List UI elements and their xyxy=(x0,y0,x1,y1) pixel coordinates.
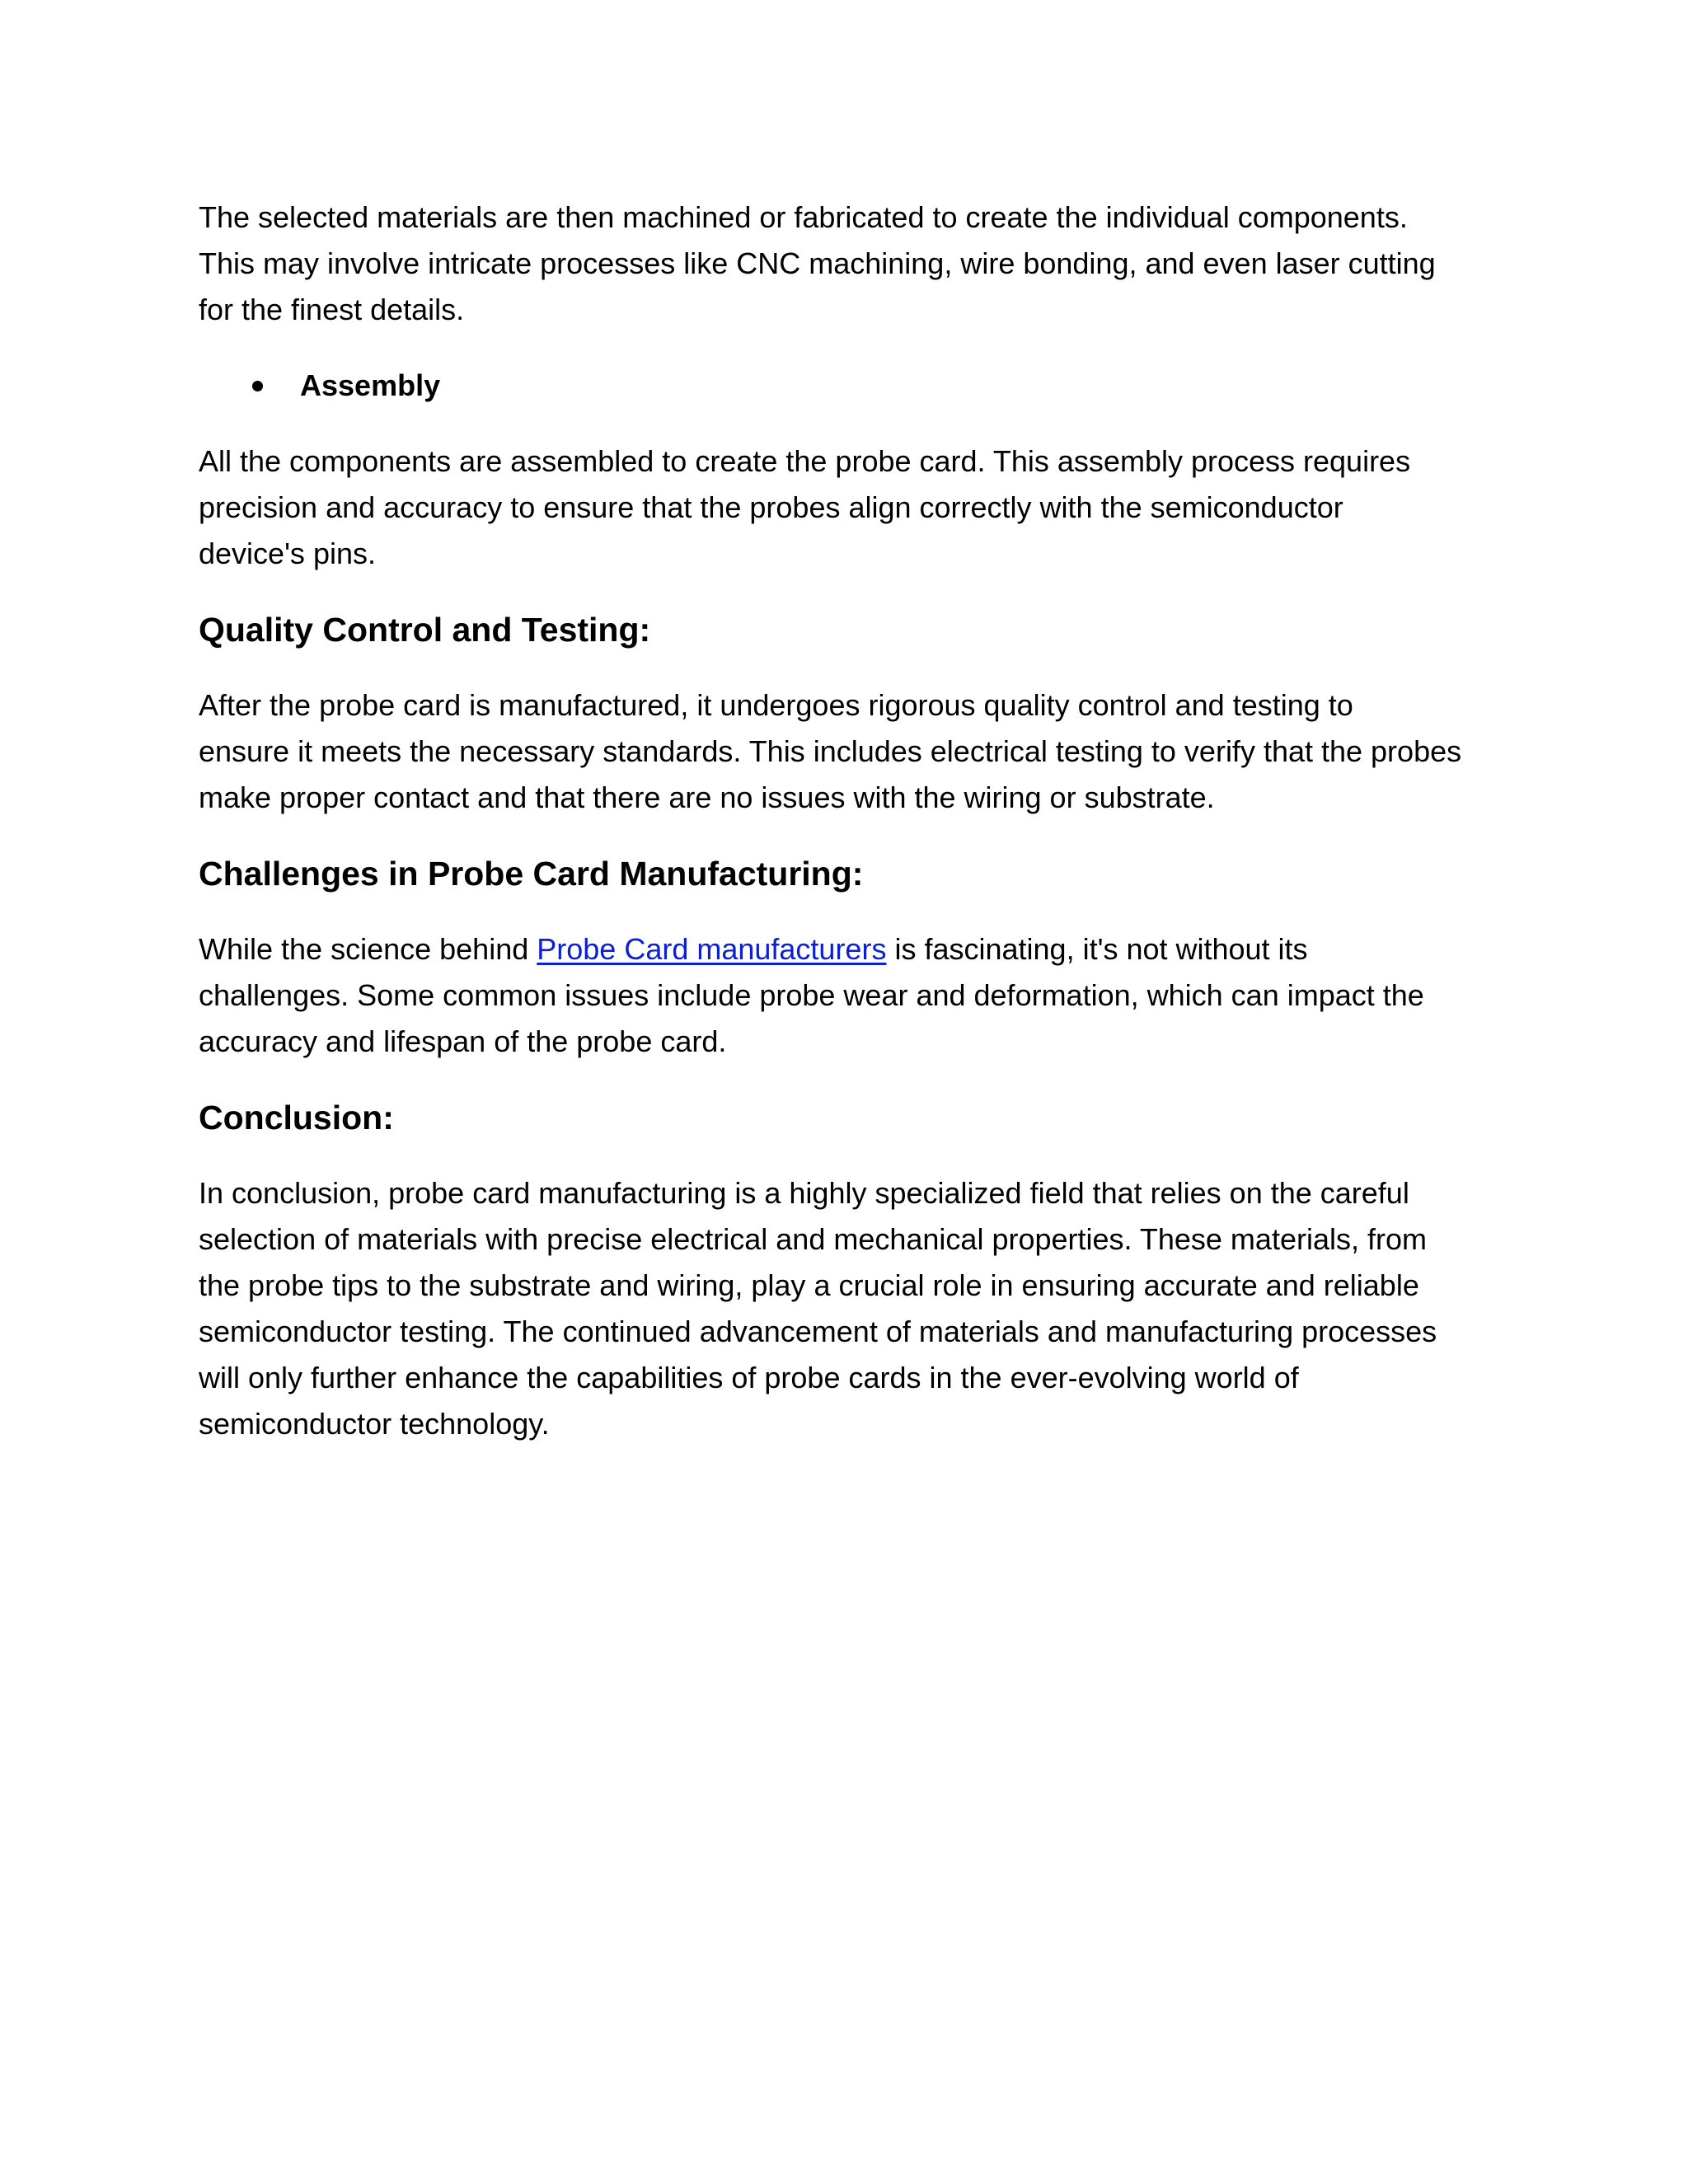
text-line: In conclusion, probe card manufacturing is a highly specialized field that relies on the careful xyxy=(199,1176,1409,1210)
heading-conclusion: Conclusion: xyxy=(199,1099,394,1137)
text-line: semiconductor technology. xyxy=(199,1407,550,1441)
text-line: will only further enhance the capabilities of probe cards in the ever-evolving world of xyxy=(199,1361,1299,1394)
text-line: is fascinating, it's not without its xyxy=(886,932,1308,966)
text-line: All the components are assembled to create the probe card. This assembly process requires xyxy=(199,444,1411,478)
paragraph-quality-control xyxy=(199,682,1501,821)
paragraph-conclusion xyxy=(199,1170,1501,1447)
paragraph-materials-fabrication xyxy=(199,194,1501,333)
bullet-label: Assembly xyxy=(300,368,441,402)
bullet-item-assembly xyxy=(199,363,1501,409)
text-line: ensure it meets the necessary standards. This includes electrical testing to verify that the probes xyxy=(199,734,1462,768)
heading-quality-control: Quality Control and Testing: xyxy=(199,611,651,649)
paragraph-challenges xyxy=(199,926,1501,1065)
text-line: precision and accuracy to ensure that the probes align correctly with the semiconductor xyxy=(199,490,1343,524)
text-line: accuracy and lifespan of the probe card. xyxy=(199,1024,727,1058)
document-body xyxy=(199,194,1501,1447)
probe-card-manufacturers-link[interactable]: Probe Card manufacturers xyxy=(537,932,887,966)
paragraph-assembly xyxy=(199,438,1501,577)
text-line: selection of materials with precise electrical and mechanical properties. These materials, from xyxy=(199,1222,1427,1256)
text-line: The selected materials are then machined or fabricated to create the individual components. xyxy=(199,200,1408,234)
text-line: for the finest details. xyxy=(199,293,465,326)
text-line: semiconductor testing. The continued advancement of materials and manufacturing processes xyxy=(199,1315,1437,1348)
text-line: After the probe card is manufactured, it undergoes rigorous quality control and testing to xyxy=(199,688,1353,722)
text-line: make proper contact and that there are no issues with the wiring or substrate. xyxy=(199,780,1215,814)
text-line: device's pins. xyxy=(199,537,376,570)
text-line: This may involve intricate processes like CNC machining, wire bonding, and even laser cutting xyxy=(199,246,1436,280)
text-line: the probe tips to the substrate and wiring, play a crucial role in ensuring accurate and reliable xyxy=(199,1268,1419,1302)
heading-challenges: Challenges in Probe Card Manufacturing: xyxy=(199,855,864,893)
text-line: challenges. Some common issues include probe wear and deformation, which can impact the xyxy=(199,978,1424,1012)
bullet-icon xyxy=(252,381,263,391)
text-line: While the science behind xyxy=(199,932,537,966)
